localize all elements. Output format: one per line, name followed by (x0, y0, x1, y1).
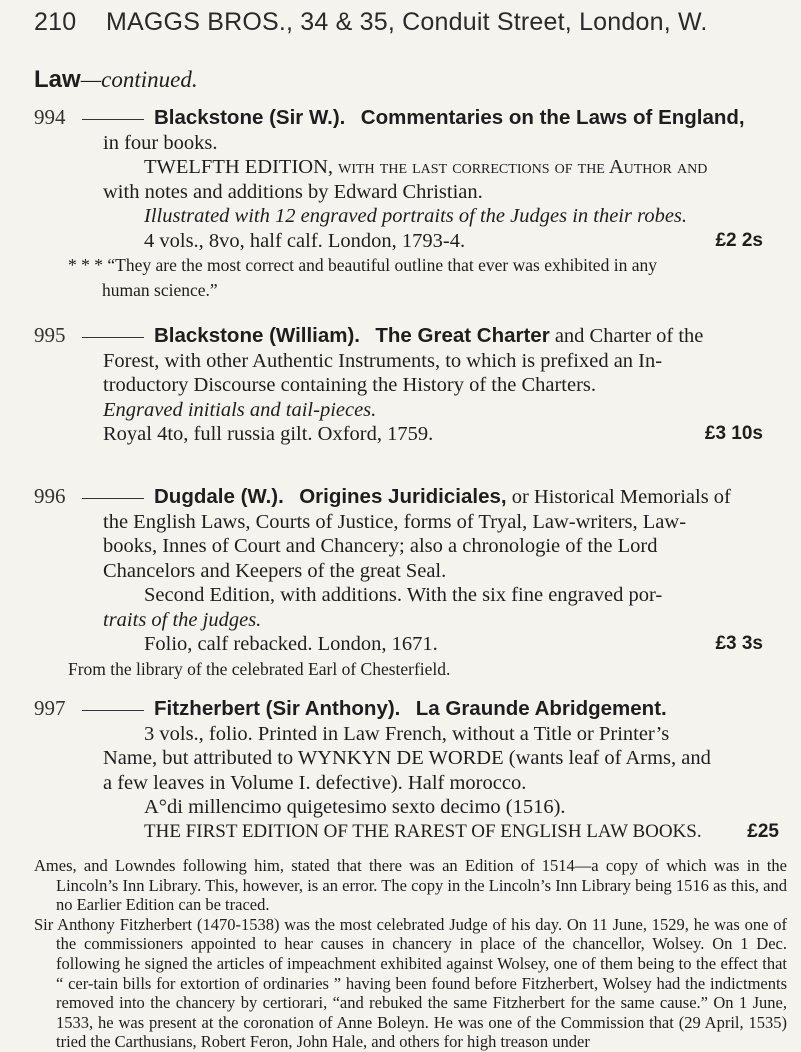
entry-line: TWELFTH EDITION, with the last corrections of the Author and (144, 156, 708, 178)
entry-dash (82, 337, 144, 338)
entry-title: Origines Juridiciales, (299, 485, 507, 508)
entry-line: with notes and additions by Edward Christian. (103, 180, 483, 203)
entry-note: From the library of the celebrated Earl of Chesterfield. (68, 658, 451, 679)
entry-line: the English Laws, Courts of Justice, forms of Tryal, Law-writers, Law- (103, 510, 687, 533)
entry-line: Illustrated with 12 engraved portraits of the Judges in their robes. (144, 205, 688, 227)
entry-author: Blackstone (William). (154, 324, 361, 347)
entry-line: troductory Discourse containing the History of the Charters. (103, 374, 597, 396)
entry-dash (82, 119, 144, 120)
note-paragraph: Ames, and Lowndes following him, stated that there was an Edition of 1514—a copy of which was in the Lincoln’s Inn Library. This, however, is an error. The copy in the Lincoln’s Inn Library being 1516 as this, and no Earlier Edition can be traced. (34, 856, 787, 915)
entry-line: Engraved initials and tail-pieces. (103, 398, 377, 421)
note-paragraph: Sir Anthony Fitzherbert (1470-1538) was the most celebrated Judge of his day. On 11 June, 1529, he was one of the commissioners appointed to hear causes in chancery in place of the chancellor, Wolsey. On 1 Dec. following he signed the articles of impeachment exhibited against Wolsey, one of them being to the effect that “ cer-tain bills for extortion of ordinaries ” having been found before Fitzherbert, Wolsey had the indictments removed into the chancery by certiorari, “and rebuked the same Fitzherbert for the same cause.” On 1 June, 1533, he was present at the coronation of Anne Boleyn. He was one of the Commission that (29 April, 1535) tried the Carthusians, Robert Feron, John Hale, and others for high treason under (34, 914, 787, 1052)
entry-line: 4 vols., 8vo, half calf. London, 1793-4. (144, 229, 466, 252)
entry-997 (34, 696, 785, 844)
entry-line: A°di millencimo quigetesimo sexto decimo (1516). (144, 796, 566, 818)
entry-title-rest: and Charter of the (554, 325, 704, 347)
entry-dash (82, 710, 144, 711)
entry-line: in four books. (103, 131, 218, 154)
entry-title: The Great Charter (375, 324, 550, 347)
section-continued: —continued. (80, 67, 198, 92)
entry-number: 997 (34, 696, 66, 720)
entry-line: traits of the judges. (103, 608, 262, 631)
entry-price: £25 (747, 820, 779, 842)
publisher-line: MAGGS BROS., 34 & 35, Conduit Street, London, W. (106, 8, 708, 36)
page-header (34, 8, 791, 37)
entry-line: a few leaves in Volume I. defective). Half morocco. (103, 771, 527, 794)
entry-line: Name, but attributed to WYNKYN DE WORDE (wants leaf of Arms, and (103, 747, 711, 769)
section-title: Law (34, 66, 81, 93)
entry-price: £2 2s (715, 229, 763, 251)
entry-dash (82, 498, 144, 499)
entry-note: * * * “They are the most correct and beautiful outline that ever was exhibited in any (68, 255, 657, 275)
entry-author: Blackstone (Sir W.). (154, 106, 346, 129)
entry-price: £3 10s (704, 423, 763, 444)
entry-line: books, Innes of Court and Chancery; also a chronologie of the Lord (103, 535, 658, 557)
entry-line: Folio, calf rebacked. London, 1671. (144, 633, 438, 655)
entry-line: Royal 4to, full russia gilt. Oxford, 1759. (103, 423, 434, 445)
entry-996 (34, 484, 785, 681)
entry-number: 994 (34, 105, 66, 129)
entry-title: La Graunde Abridgement. (415, 697, 667, 720)
entry-author: Dugdale (W.). (154, 485, 284, 508)
entry-price: £3 3s (715, 633, 763, 654)
entry-line: THE FIRST EDITION OF THE RAREST OF ENGLISH LAW BOOKS. (144, 820, 702, 842)
section-heading (34, 66, 198, 94)
entry-994 (34, 105, 785, 302)
entry-number: 996 (34, 484, 66, 508)
entry-title-rest: or Historical Memorials of (511, 486, 731, 508)
entry-notes (34, 856, 787, 1052)
entry-995 (34, 323, 785, 447)
entry-line: Chancelors and Keepers of the great Seal. (103, 559, 447, 582)
entry-line: Second Edition, with additions. With the six fine engraved por- (144, 584, 663, 606)
entry-note: human science.” (102, 279, 218, 300)
entry-line: Forest, with other Authentic Instruments, to which is prefixed an In- (103, 349, 663, 372)
entry-line: 3 vols., folio. Printed in Law French, without a Title or Printer’s (144, 722, 670, 745)
entry-number: 995 (34, 323, 66, 347)
entry-author: Fitzherbert (Sir Anthony). (154, 697, 401, 720)
entry-title: Commentaries on the Laws of England, (360, 106, 745, 129)
page-number: 210 (34, 8, 77, 36)
